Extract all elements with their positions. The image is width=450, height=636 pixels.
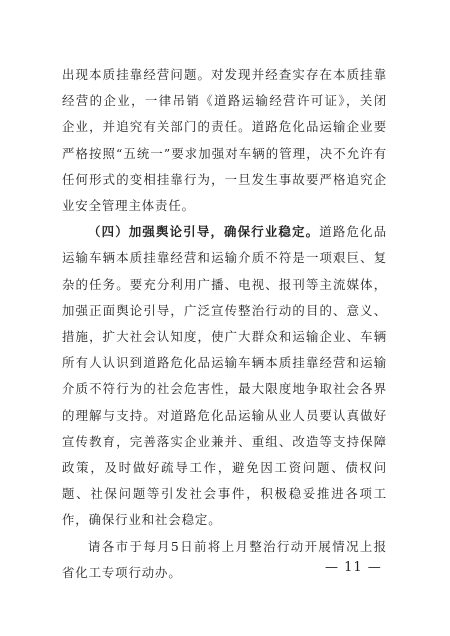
section-body: 道路危化品运输车辆本质挂靠经营和运输介质不符是一项艰巨、复杂的任务。要充分利用广播、电视、报刊等主流媒体，加强正面舆论引导，广泛宣传整治行动的目的、意义、措施，扩大社会认知度，使广大群众和运输企业、车辆所有人认识到道路危化品运输车辆本质挂靠经营和运输介质不符行为的社会危害性，最大限度地争取社会各界的理解与支持。对道路危化品运输从业人员要认真做好宣传教育，完善落实企业兼并、重组、改造等支持保障政策，及时做好疏导工作，避免因工资问题、债权问题、社保问题等引发社会事件，积极稳妥推进各项工作，确保行业和社会稳定。 <box>62 224 387 528</box>
page-number: — 11 — <box>325 560 382 575</box>
section-heading: （四）加强舆论引导，确保行业稳定。 <box>88 224 320 240</box>
paragraph-continuation: 出现本质挂靠经营问题。对发现并经查实存在本质挂靠经营的企业，一律吊销《道路运输经营许可证》，关闭企业，并追究有关部门的责任。道路危化品运输企业要严格按照“五统一”要求加强对车辆的管理，决不允许有任何形式的变相挂靠行为，一旦发生事故要严格追究企业安全管理主体责任。 <box>62 67 387 214</box>
document-body <box>62 62 387 586</box>
paragraph-reporting-request: 请各市于每月5日前将上月整治行动开展情况上报省化工专项行动办。 <box>62 538 387 580</box>
paragraph-public-opinion <box>62 219 387 533</box>
